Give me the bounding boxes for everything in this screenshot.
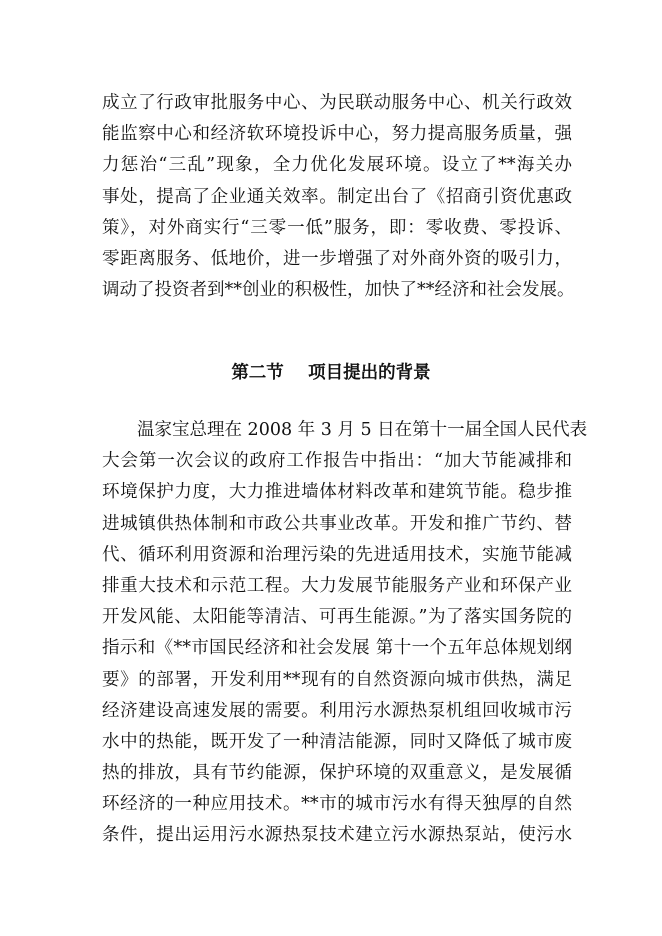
text-line: 进城镇供热体制和市政公共事业改革。开发和推广节约、替 [102, 513, 572, 534]
section-heading: 第二节 项目提出的背景 [231, 363, 431, 383]
text-line: 经济建设高速发展的需要。利用污水源热泵机组回收城市污 [102, 700, 572, 721]
text-line: 排重大技术和示范工程。大力发展节能服务产业和环保产业 [102, 575, 572, 596]
text-line: 条件，提出运用污水源热泵技术建立污水源热泵站，使污水 [102, 825, 572, 846]
text-line: 策》，对外商实行“三零一低”服务，即：零收费、零投诉、 [102, 217, 572, 238]
text-line: 环境保护力度，大力推进墙体材料改革和建筑节能。稳步推 [102, 482, 572, 503]
text-line: 大会第一次会议的政府工作报告中指出：“加大节能减排和 [102, 451, 572, 472]
text-line: 力惩治“三乱”现象，全力优化发展环境。设立了**海关办 [102, 155, 572, 176]
text-line: 热的排放，具有节约能源，保护环境的双重意义，是发展循 [102, 763, 572, 784]
text-line: 指示和《**市国民经济和社会发展 第十一个五年总体规划纲 [102, 638, 572, 659]
text-line: 水中的热能，既开发了一种清洁能源，同时又降低了城市废 [102, 731, 572, 752]
text-line: 环经济的一种应用技术。**市的城市污水有得天独厚的自然 [102, 794, 572, 815]
text-line: 要》的部署，开发利用**现有的自然资源向城市供热，满足 [102, 669, 572, 690]
text-line: 开发风能、太阳能等清洁、可再生能源。”为了落实国务院的 [102, 607, 572, 628]
text-line: 温家宝总理在 2008 年 3 月 5 日在第十一届全国人民代表 [137, 420, 588, 440]
text-line: 代、循环利用资源和治理污染的先进适用技术，实施节能减 [102, 544, 572, 565]
paragraph-background [102, 415, 588, 852]
text-line: 零距离服务、低地价，进一步增强了对外商外资的吸引力， [102, 248, 572, 269]
text-line: 调动了投资者到**创业的积极性，加快了**经济和社会发展。 [102, 280, 575, 301]
text-line: 能监察中心和经济软环境投诉中心，努力提高服务质量，强 [102, 124, 572, 145]
text-line: 事处，提高了企业通关效率。制定出台了《招商引资优惠政 [102, 186, 572, 207]
text-line: 成立了行政审批服务中心、为民联动服务中心、机关行政效 [102, 93, 572, 113]
paragraph-establishment [102, 88, 575, 306]
